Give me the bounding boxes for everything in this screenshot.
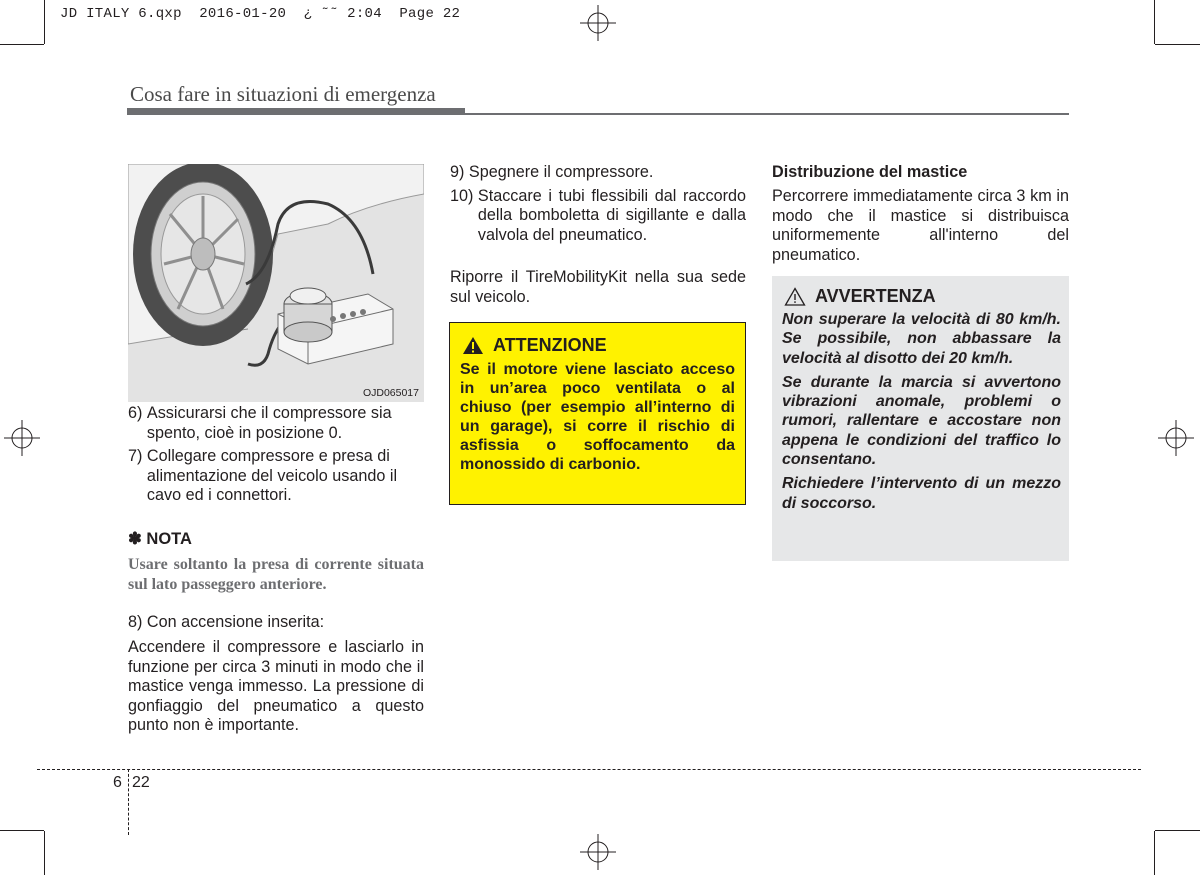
step-8-paragraph: Accendere il compressore e lasciarlo in funzione per circa 3 minuti in modo che il mastice venga immesso. La pressione di gonfiaggio del pneumatico a questo punto non è importante. [128, 638, 424, 734]
registration-mark-icon [1158, 420, 1194, 456]
print-slug: JD ITALY 6.qxp 2016-01-20 ¿ ˜˜ 2:04 Page 22 [60, 6, 461, 22]
avvertenza-paragraph: Non superare la velocità di 80 km/h. Se possibile, non abbassare la velocità al disotto dei 20 km/h. [782, 311, 1061, 367]
avvertenza-box [772, 276, 1069, 561]
list-item [128, 404, 424, 443]
list-item [450, 187, 746, 246]
crop-mark [1154, 831, 1155, 875]
stow-kit-paragraph: Riporre il TireMobilityKit nella sua sede sul veicolo. [450, 268, 746, 306]
step-number: 9) [450, 163, 469, 181]
tire-compressor-illustration [128, 164, 424, 402]
step-number: 10) [450, 186, 478, 205]
registration-mark-icon [580, 5, 616, 41]
section-heading: Distribuzione del mastice [772, 163, 968, 181]
step-number: 6) [128, 404, 147, 422]
avvertenza-heading [784, 286, 936, 307]
crop-mark [44, 0, 45, 44]
footer-rule [37, 769, 1141, 770]
step-text: Staccare i tubi flessibili dal raccordo della bomboletta di sigillante e dalla valvola del pneumatico. [477, 186, 746, 244]
attenzione-heading [462, 335, 607, 356]
list-item [450, 163, 746, 183]
tire-compressor-drawing [128, 164, 424, 402]
crop-mark [0, 830, 44, 831]
registration-mark-icon [580, 834, 616, 870]
attenzione-title: ATTENZIONE [493, 335, 607, 355]
step-list-left [128, 404, 424, 506]
registration-mark-icon [4, 420, 40, 456]
avvertenza-text [782, 310, 1061, 518]
attenzione-text: Se il motore viene lasciato acceso in un’area poco ventilata o al chiuso (per esempio all’interno di un garage), si corre il rischio di asfissia o soffocamento da monossido di carbonio. [460, 361, 735, 473]
step-8: 8) Con accensione inserita: [128, 613, 325, 631]
asterisk-icon: ✽ [128, 530, 142, 548]
distribution-paragraph: Percorrere immediatamente circa 3 km in modo che il mastice si distribuisca uniformemente all'interno del pneumatico. [772, 187, 1069, 264]
illustration-caption: OJD065017 [362, 387, 419, 399]
avvertenza-paragraph: Se durante la marcia si avvertono vibrazioni anomale, problemi o rumori, rallentare e accostare non appena le condizioni del traffico lo consentano. [782, 373, 1061, 469]
nota-title: NOTA [146, 530, 192, 548]
attenzione-box [449, 322, 746, 505]
crop-mark [0, 44, 44, 45]
crop-mark [1155, 830, 1200, 831]
nota-heading [128, 529, 192, 549]
crop-mark [1155, 44, 1200, 45]
step-text: Collegare compressore e presa di alimentazione del veicolo usando il cavo ed i connettori. [146, 447, 398, 504]
page-title: Cosa fare in situazioni di emergenza [130, 82, 436, 106]
step-list-middle [450, 163, 746, 245]
avvertenza-title: AVVERTENZA [815, 286, 936, 306]
warning-triangle-icon [784, 287, 806, 306]
list-item [128, 447, 424, 506]
title-rule [127, 113, 1069, 115]
crop-mark [1154, 0, 1155, 44]
warning-triangle-icon [462, 336, 484, 355]
step-text: Spegnere il compressore. [468, 163, 654, 181]
page-number: 22 [132, 774, 150, 791]
step-text: Assicurarsi che il compressore sia spento, cioè in posizione 0. [146, 404, 392, 442]
chapter-number: 6 [113, 774, 122, 791]
crop-mark [44, 831, 45, 875]
nota-body: Usare soltanto la presa di corrente situata sul lato passeggero anteriore. [128, 556, 424, 593]
footer-divider [128, 769, 129, 835]
avvertenza-paragraph: Richiedere l’intervento di un mezzo di soccorso. [782, 475, 1061, 512]
step-number: 7) [128, 447, 147, 465]
